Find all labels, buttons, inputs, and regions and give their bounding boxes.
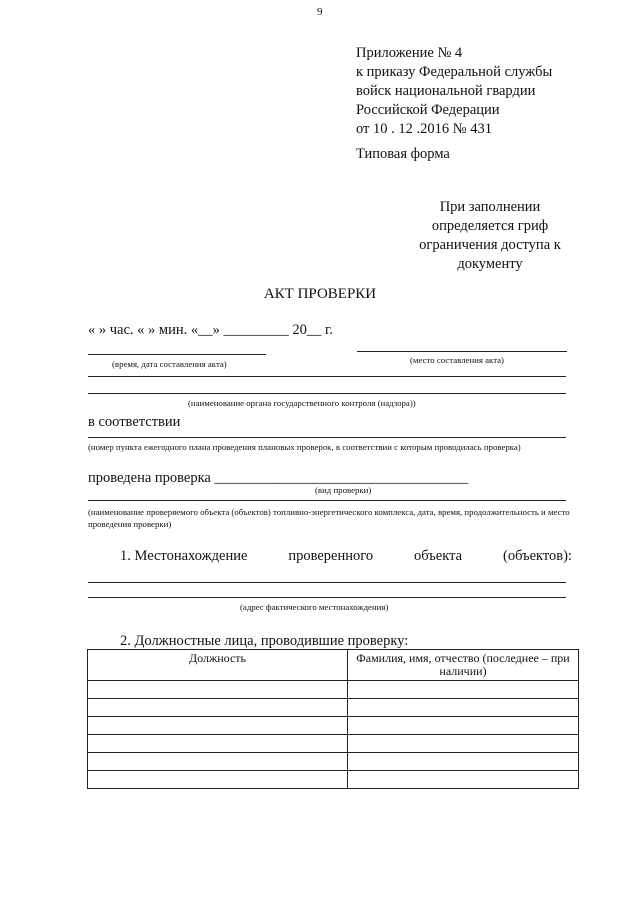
position-cell[interactable] [88,681,348,699]
section-1-word: (объектов): [502,548,572,564]
annex-block [356,44,552,139]
position-cell[interactable] [88,753,348,771]
date-time-line: « » час. « » мин. «__» _________ 20__ г. [88,322,333,338]
control-body-field-line-2[interactable] [88,393,566,394]
object-name-caption: (наименование проверяемого объекта (объектов) топливно-энергетического комплекса, дата, время, продолжительность и место проведения проверки) [88,507,570,529]
section-1-word: объекта [414,548,463,564]
position-cell[interactable] [88,735,348,753]
plan-item-caption: (номер пункта ежегодного плана проведения плановых проверок, в соответствии с которым проводилась проверка) [88,442,521,452]
time-date-field-line[interactable] [88,354,266,355]
section-2-heading: 2. Должностные лица, проводившие проверку: [120,633,409,649]
table-row [88,681,579,699]
full-name-cell[interactable] [348,753,579,771]
table-row [88,735,579,753]
table-row [88,717,579,735]
full-name-cell[interactable] [348,717,579,735]
check-type-caption: (вид проверки) [315,485,372,495]
address-field-line-2[interactable] [88,597,566,598]
table-row [88,699,579,717]
page-number: 9 [317,6,323,18]
table-header-row [88,650,579,681]
column-header-position: Должность [88,650,348,681]
place-field-line[interactable] [357,351,567,352]
full-name-cell[interactable] [348,771,579,789]
full-name-cell[interactable] [348,735,579,753]
address-caption: (адрес фактического местонахождения) [240,602,389,612]
plan-item-field-line[interactable] [88,437,566,438]
section-1-word: проверенного [288,548,374,564]
position-cell[interactable] [88,771,348,789]
access-restriction-note: При заполнении определяется гриф ограничения доступа к документу [419,199,561,272]
table-row [88,771,579,789]
control-body-caption: (наименование органа государственного контроля (надзора)) [188,398,416,408]
annex-line: к приказу Федеральной службы [356,64,553,80]
position-cell[interactable] [88,717,348,735]
time-date-caption: (время, дата составления акта) [112,359,227,369]
annex-line: от 10 . 12 .2016 № 431 [356,121,492,137]
column-header-full-name: Фамилия, имя, отчество (последнее – при наличии) [348,650,579,681]
full-name-cell[interactable] [348,681,579,699]
form-type: Типовая форма [356,146,450,162]
table-row [88,753,579,771]
section-1-word: 1. Местонахождение [120,548,248,564]
document-title: АКТ ПРОВЕРКИ [263,286,377,302]
in-accordance-text: в соответствии [88,414,181,430]
officials-table [87,649,579,789]
position-cell[interactable] [88,699,348,717]
annex-line: войск национальной гвардии [356,83,536,99]
check-conducted-text: проведена проверка ___________________________________ [88,470,469,486]
place-caption: (место составления акта) [410,355,504,365]
object-field-line[interactable] [88,500,566,501]
annex-line: Российской Федерации [356,102,500,118]
annex-line: Приложение № 4 [356,45,463,61]
address-field-line[interactable] [88,582,566,583]
full-name-cell[interactable] [348,699,579,717]
control-body-field-line[interactable] [88,376,566,377]
section-1-heading [120,548,572,565]
